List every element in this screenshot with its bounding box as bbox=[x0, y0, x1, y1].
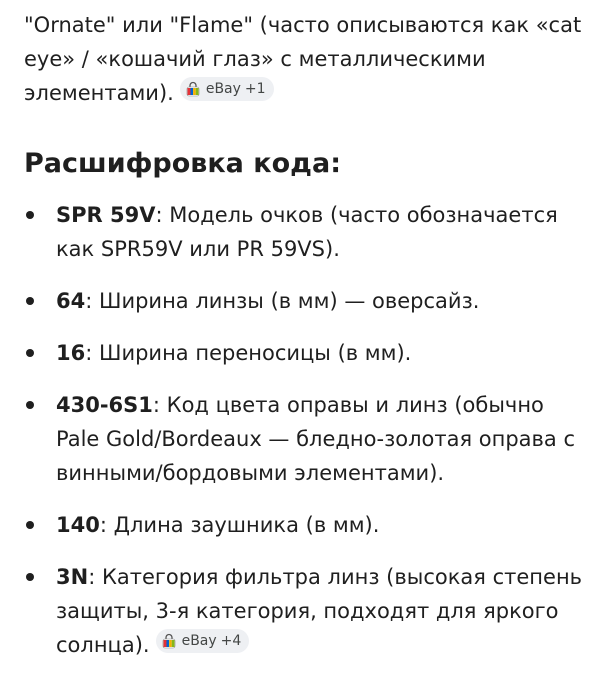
list-item bbox=[24, 198, 584, 266]
item-code: SPR 59V bbox=[56, 203, 156, 227]
source-chip-count: +4 bbox=[220, 633, 242, 649]
item-code: 64 bbox=[56, 289, 86, 313]
list-item bbox=[24, 336, 584, 370]
item-text: : Модель очков (часто обозначается как SPR59V или PR 59VS). bbox=[56, 203, 558, 261]
list-item bbox=[24, 388, 584, 490]
code-breakdown-list bbox=[24, 198, 584, 662]
item-text: : Длина заушника (в мм). bbox=[99, 513, 380, 537]
source-chip-label: eBay bbox=[205, 81, 241, 97]
list-item bbox=[24, 284, 584, 318]
source-chip-ebay[interactable] bbox=[180, 77, 274, 101]
list-item bbox=[24, 508, 584, 542]
source-chip-label: eBay bbox=[181, 633, 217, 649]
bullet-dot bbox=[26, 297, 34, 305]
item-code: 140 bbox=[56, 513, 100, 537]
bullet-dot bbox=[26, 401, 34, 409]
item-text: : Категория фильтра линз (высокая степень защиты, 3-я категория, подходят для яркого солнца). bbox=[56, 565, 583, 657]
intro-paragraph bbox=[24, 8, 584, 110]
item-code: 430-6S1 bbox=[56, 393, 153, 417]
source-chip-count: +1 bbox=[244, 81, 266, 97]
item-code: 16 bbox=[56, 341, 86, 365]
response-content bbox=[24, 8, 584, 680]
source-chip-ebay[interactable] bbox=[156, 629, 250, 653]
item-text: : Ширина линзы (в мм) — оверсайз. bbox=[85, 289, 480, 313]
bullet-dot bbox=[26, 573, 34, 581]
ebay-shopping-bag-icon bbox=[185, 81, 201, 97]
item-text: : Код цвета оправы и линз (обычно Pale Gold/Bordeaux — бледно-золотая оправа с винными/бордовыми элементами). bbox=[56, 393, 576, 485]
bullet-dot bbox=[26, 211, 34, 219]
item-code: 3N bbox=[56, 565, 89, 589]
section-heading: Расшифровка кода: bbox=[24, 148, 341, 179]
bullet-dot bbox=[26, 349, 34, 357]
bullet-dot bbox=[26, 521, 34, 529]
item-text: : Ширина переносицы (в мм). bbox=[85, 341, 412, 365]
list-item bbox=[24, 560, 584, 662]
ebay-shopping-bag-icon bbox=[161, 633, 177, 649]
intro-text: "Ornate" или "Flame" (часто описываются как «cat eye» / «кошачий глаз» с металлическими элементами). bbox=[24, 13, 582, 105]
